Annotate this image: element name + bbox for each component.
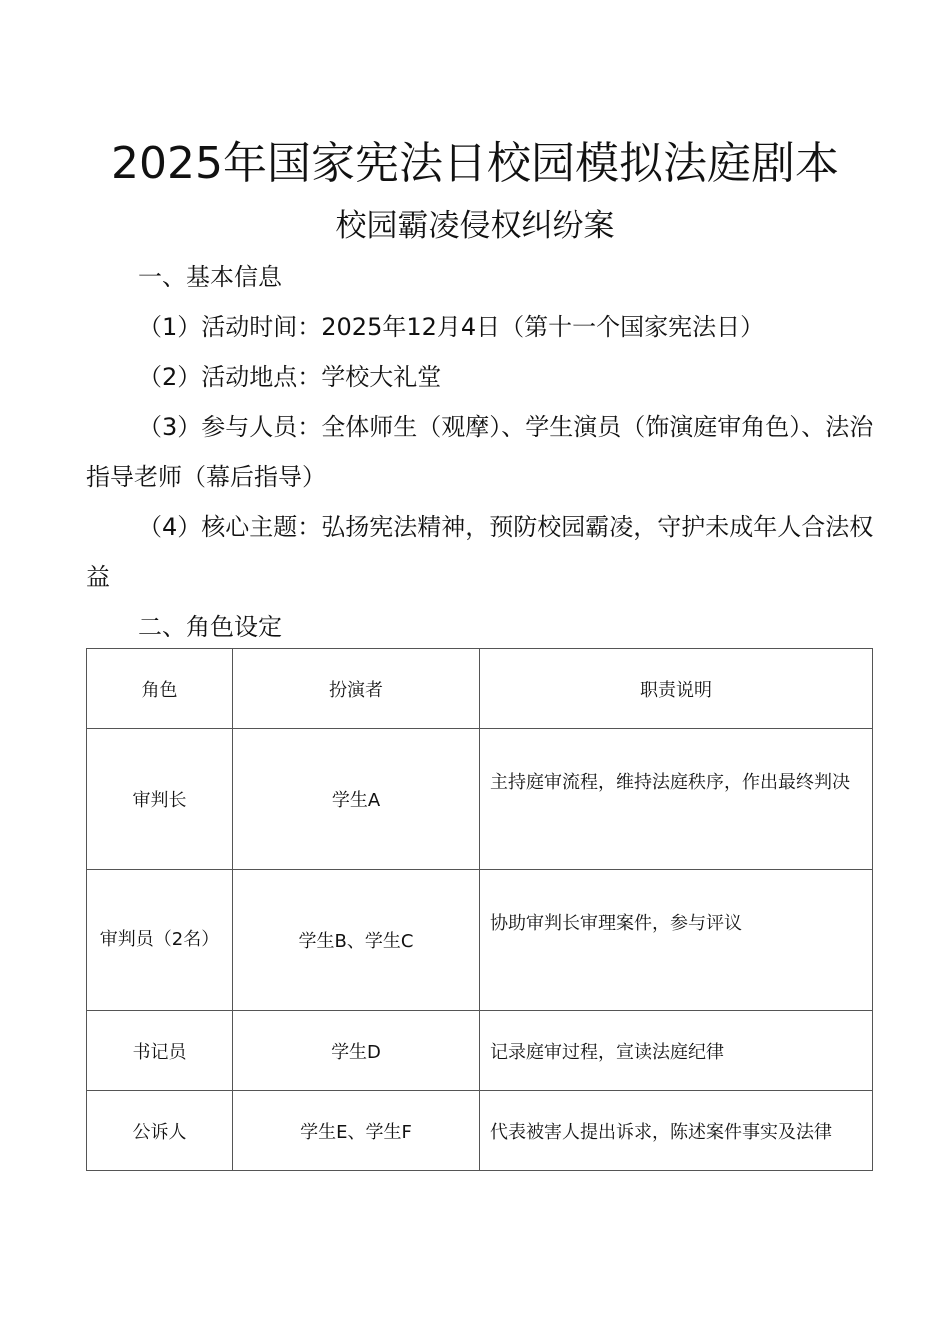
info-item-time: （1）活动时间：2025年12月4日（第十一个国家宪法日） bbox=[138, 313, 765, 341]
table-cell-actor: 学生E、学生F bbox=[233, 1091, 480, 1171]
table-cell-duty: 记录庭审过程，宣读法庭纪律 bbox=[480, 1011, 873, 1091]
table-cell-role: 审判员（2名） bbox=[87, 870, 233, 1011]
table-header-cell: 扮演者 bbox=[233, 649, 480, 729]
table-cell-role: 书记员 bbox=[87, 1011, 233, 1091]
table-cell-duty: 协助审判长审理案件，参与评议 bbox=[480, 870, 873, 1011]
table-cell-actor: 学生D bbox=[233, 1011, 480, 1091]
table-cell-actor: 学生A bbox=[233, 729, 480, 870]
info-item-theme: （4）核心主题：弘扬宪法精神，预防校园霸凌，守护未成年人合法权益 bbox=[86, 513, 874, 591]
table-row bbox=[87, 729, 873, 870]
table-row bbox=[87, 870, 873, 1011]
section-heading-basic-info: 一、基本信息 bbox=[138, 263, 282, 291]
table-cell-role: 公诉人 bbox=[87, 1091, 233, 1171]
document-subtitle: 校园霸凌侵权纠纷案 bbox=[335, 208, 615, 244]
info-item-location: （2）活动地点：学校大礼堂 bbox=[138, 363, 442, 391]
table-cell-actor: 学生B、学生C bbox=[233, 870, 480, 1011]
table-row bbox=[87, 1091, 873, 1171]
section-heading-roles: 二、角色设定 bbox=[138, 613, 282, 641]
table-cell-role: 审判长 bbox=[87, 729, 233, 870]
table-header-cell: 角色 bbox=[87, 649, 233, 729]
table-row bbox=[87, 1011, 873, 1091]
roles-table bbox=[86, 648, 873, 1171]
document-title: 2025年国家宪法日校园模拟法庭剧本 bbox=[111, 138, 839, 189]
table-header-row bbox=[87, 649, 873, 729]
table-cell-duty: 代表被害人提出诉求，陈述案件事实及法律 bbox=[480, 1091, 873, 1171]
table-header-cell: 职责说明 bbox=[480, 649, 873, 729]
info-item-participants: （3）参与人员：全体师生（观摩）、学生演员（饰演庭审角色）、法治指导老师（幕后指导） bbox=[86, 413, 874, 491]
table-cell-duty: 主持庭审流程，维持法庭秩序，作出最终判决 bbox=[480, 729, 873, 870]
